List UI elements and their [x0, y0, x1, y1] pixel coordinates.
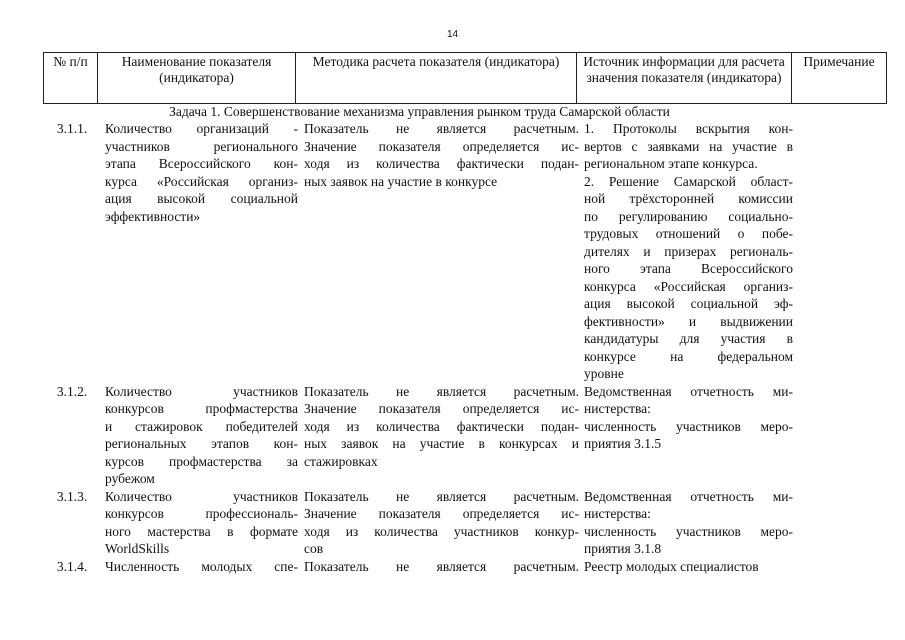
information-source: Ведомственная отчетность ми- нистерства: численность участников меро- приятия 3.1.5: [584, 383, 793, 451]
information-source: Реестр молодых специалистов: [584, 558, 759, 574]
calculation-method: Показатель не является расчетным.: [304, 558, 579, 574]
row-number: 3.1.3.: [56, 488, 88, 504]
information-source: Ведомственная отчетность ми- нистерства: численность участников меро- приятия 3.1.8: [584, 488, 793, 556]
indicator-name: Численность молодых спе-: [105, 558, 298, 574]
table-row: [43, 120, 803, 383]
header-method: Методика расчета показателя (индикатора): [296, 53, 577, 104]
table-row: [43, 488, 803, 558]
task-title: Задача 1. Совершенствование механизма управления рынком труда Самарской области: [169, 104, 670, 119]
indicator-name: Количество участников конкурсов профмастерства и стажировок победителей региональных этапов кон- курсов профмастерства за рубежом: [105, 383, 298, 486]
header-source: Источник информации для расчета значения показателя (индикатора): [577, 53, 792, 104]
indicator-name: Количество участников конкурсов профессиональ- ного мастерства в формате WorldSkills: [105, 488, 298, 556]
header-name: Наименование показателя (индикатора): [98, 53, 296, 104]
row-number: 3.1.4.: [56, 558, 88, 574]
table-body: [43, 120, 803, 575]
table-row: [43, 383, 803, 488]
information-source: 1. Протоколы вскрытия кон- вертов с заявками на участие в региональном этапе конкурса. 2. Решение Самарской област- ной трёхсторонней комиссии по регулированию социально- трудовых отношений о побе- дителях и призерах региональ- ного этапа Всероссийского конкурса «Российская организ- ация высокой социальной эф- фективности» и выдвижении кандидатуры для участия в конкурсе на федеральном уровне: [584, 121, 793, 381]
calculation-method: Показатель не является расчетным. Значение показателя определяется ис- ходя из количества фактически подан- ных заявок на участие в конкурсах и стажировках: [304, 383, 579, 469]
row-number: 3.1.1.: [56, 121, 88, 136]
page-number: 14: [446, 29, 459, 40]
indicator-name: Количество организаций - участников регионального этапа Всероссийского кон- курса «Российская организ- ация высокой социальной эффективности»: [105, 121, 298, 224]
table-row: [43, 558, 803, 576]
row-number: 3.1.2.: [56, 383, 88, 399]
header-note: Примечание: [792, 53, 887, 104]
calculation-method: Показатель не является расчетным. Значение показателя определяется ис- ходя из количества участников конкур- сов: [304, 488, 579, 556]
calculation-method: Показатель не является расчетным. Значение показателя определяется ис- ходя из количества фактически подан- ных заявок на участие в конкурсе: [304, 121, 579, 189]
table-header: [43, 52, 887, 104]
header-number: № п/п: [44, 53, 98, 104]
